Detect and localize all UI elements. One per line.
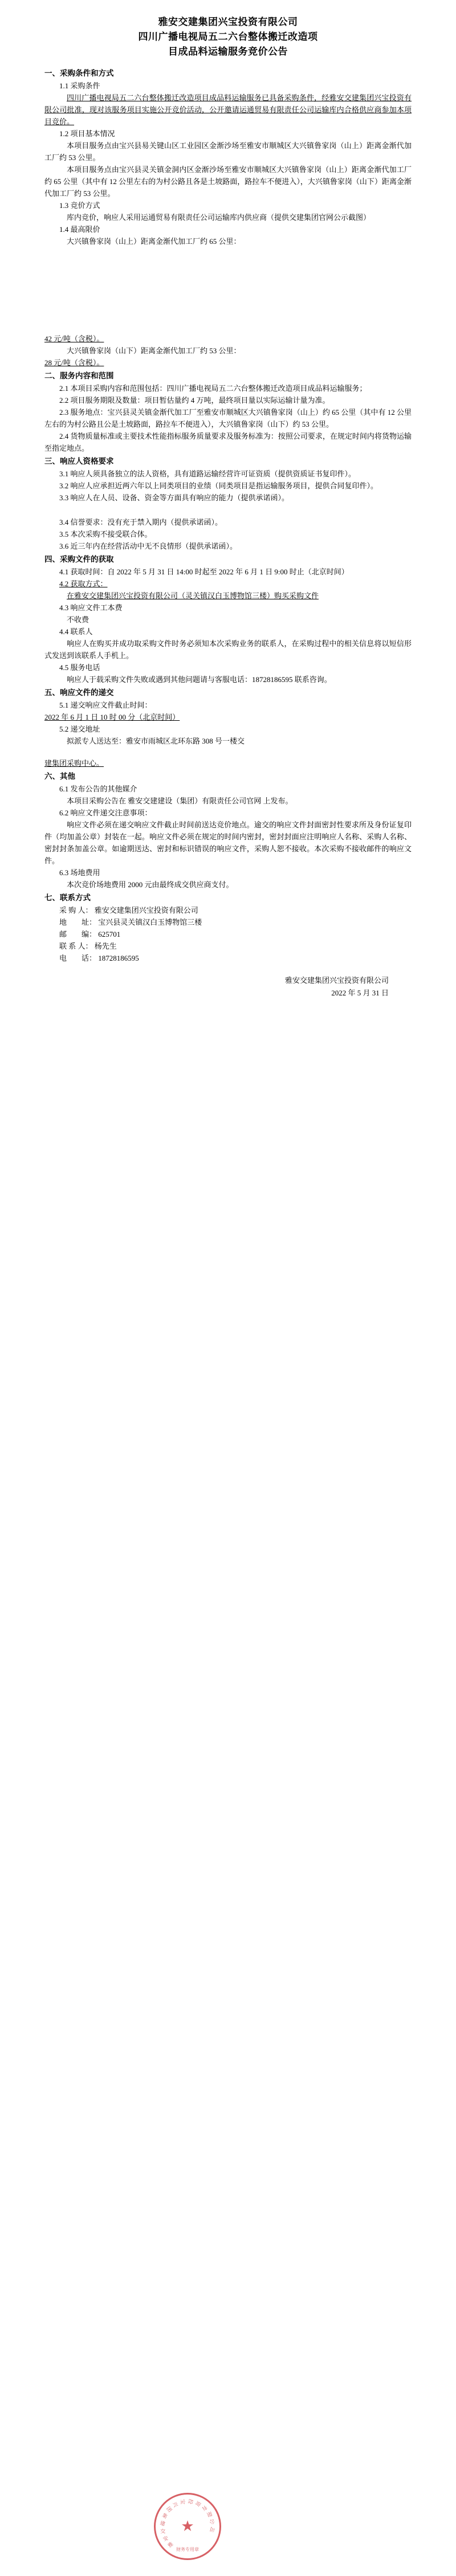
seal-bottom-text: 财务专用章 [176, 2547, 199, 2552]
contact-phone: 电 话： 18728186595 [59, 954, 139, 962]
section-1-item-8: 大兴镇鲁家岗（山上）距离金渐代加工厂约 65 公里： [67, 237, 241, 246]
contact-person: 联 系 人： 杨先生 [59, 942, 117, 950]
section-6-item-2: 6.2 响应文件递交注意事项： [59, 809, 152, 817]
contact-postcode: 邮 编： 625701 [59, 930, 121, 938]
contact-purchaser: 采 购 人： 雅安交建集团兴宝投资有限公司 [59, 906, 198, 915]
section-6-item-4: 6.3 场地费用 [59, 868, 100, 877]
section-6-item-5: 本次竞价场地费用 2000 元由最终成交供应商支付。 [67, 880, 234, 889]
section-6-item-0: 6.1 发布公告的其他媒介 [59, 785, 137, 793]
section-1-price-upper: 42 元/吨（含税）。 [44, 334, 104, 343]
title-line-3: 目成品料运输服务竞价公告 [168, 46, 288, 57]
section-3-item-5: 3.5 本次采购不接受联合体。 [59, 530, 152, 538]
section-5-deadline: 2022 年 6 月 1 日 10 时 00 分（北京时间） [44, 713, 180, 721]
section-heading-2: 二、服务内容和范围 [44, 372, 114, 380]
document-title [44, 0, 412, 59]
section-heading-6: 六、其他 [44, 772, 75, 781]
section-1-item-0: 1.1 采购条件 [59, 81, 100, 90]
section-5-item-5: 建集团采购中心。 [44, 759, 104, 768]
section-1-item-1: 四川广播电视局五二六台整体搬迁改造项目成品料运输服务已具备采购条件，经雅安交建集团兴宝投资有限公司批准，现对该服务项目实施公开竞价活动，公开邀请运通贸易有限责任公司运输库内合格供应商参加本项目竞价。 [44, 93, 412, 126]
section-3-item-4: 3.4 信誉要求：没有充于禁入期内（提供承诺函）。 [59, 518, 223, 526]
section-3-item-6: 3.6 近三年内在经营活动中无不良情形（提供承诺函）。 [59, 542, 238, 550]
section-1-price-lower: 28 元/吨（含税）。 [44, 358, 104, 367]
section-4-item-3: 4.3 响应文件工本费 [59, 603, 123, 612]
section-heading-1: 一、采购条件和方式 [44, 69, 114, 77]
section-4-item-0: 4.1 获取时间：自 2022 年 5 月 31 日 14:00 时起至 2022 年 6 月 1 日 9:00 时止（北京时间） [59, 568, 349, 576]
section-3-item-2: 3.3 响应人在人员、设备、资金等方面具有响应的能力（提供承诺函）。 [59, 493, 290, 502]
section-heading-4: 四、采购文件的获取 [44, 555, 114, 564]
signature-company: 雅安交建集团兴宝投资有限公司 [284, 976, 389, 985]
section-heading-3: 三、响应人资格要求 [44, 457, 114, 466]
seal-star-icon: ★ [181, 2518, 194, 2534]
section-2-item-3: 2.4 货物质量标准或主要技术性能指标服务质量要求及服务标准为：按照公司要求，在规定时间内将货物运输至指定地点。 [44, 432, 412, 452]
blank-region-1 [44, 247, 412, 333]
section-1-item-6: 库内竞价，响应人采用运通贸易有限责任公司运输库内供应商（提供交建集团官网公示截图） [67, 213, 371, 222]
section-4-item-1: 4.2 获取方式： [59, 579, 108, 588]
section-2-item-0: 2.1 本项目采购内容和范围包括：四川广播电视局五二六台整体搬迁改造项目成品料运输服务； [59, 384, 367, 393]
section-1-item-7: 1.4 最高限价 [59, 225, 100, 234]
section-3-item-0: 3.1 响应人须具备独立的法人资格，具有道路运输经营许可证资质（提供资质证书复印件）。 [59, 470, 356, 478]
signature-date: 2022 年 5 月 31 日 [331, 989, 389, 997]
section-2-item-2: 2.3 服务地点：宝兴县灵关镇金渐代加工厂至雅安市顺城区大兴镇鲁家岗（山上）约 65 公里（其中有 12 公里左右的为村公路且公是土坡路面，路拉车不便进入），大兴镇鲁家岗（山下）约 53 公里。 [44, 408, 412, 428]
section-1-item-11: 大兴镇鲁家岗（山下）距离金渐代加工厂约 53 公里： [67, 346, 241, 355]
section-1-item-5: 1.3 竞价方式 [59, 201, 100, 210]
section-5-item-2: 5.2 递交地址 [59, 725, 100, 733]
document-body [44, 67, 412, 999]
section-5-item-0: 5.1 递交响应文件截止时间： [59, 701, 152, 709]
section-6-item-3: 响应文件必须在递交响应文件截止时间前送达竞价地点。逾交的响应文件封面密封性要求所及身份证复印件（均加盖公章）封装在一起。响应文件必须在规定的时间内密封，密封封面应注明响应人名称、采购人名称、密封封条加盖公章。如逾期送达、密封和标识错误的响应文件，采购人恕不接收。本次采购不接收邮件的响应文件。 [44, 820, 412, 865]
section-4-item-7: 4.5 服务电话 [59, 663, 100, 672]
section-4-item-8: 响应人于载采购文件失败或遇到其他问题请与客服电话：18728186595 联系咨询。 [67, 675, 332, 684]
section-2-item-1: 2.2 项目服务期限及数量：项目暂估量约 4 万吨，最终项目量以实际运输计量为准。 [59, 396, 330, 405]
contact-address: 地 址： 宝兴县灵关镇汉白玉博物馆三楼 [59, 918, 202, 926]
signature-block [44, 974, 412, 999]
section-heading-7: 七、联系方式 [44, 893, 91, 902]
section-5-item-3: 拟派专人送达至：雅安市雨城区北环东路 308 号一楼交 [67, 737, 245, 745]
title-line-2: 四川广播电视局五二六台整体搬迁改造项 [138, 31, 318, 42]
seal-arc-text: 雅 安 交 建 集 团 兴 宝 投 资 有 限 公 司 [159, 2498, 216, 2549]
section-3-item-1: 3.2 响应人应承担近两六年以上同类项目的业绩（同类项目是指运输服务项目，提供合同复印件）。 [59, 481, 378, 490]
blank-region-2 [44, 504, 412, 516]
title-line-1: 雅安交建集团兴宝投资有限公司 [158, 17, 298, 27]
section-1-item-3: 本项目服务点由宝兴县易关键山区工业园区金渐沙场至雅安市顺城区大兴镇鲁家岗（山上）距离金渐代加工厂约 53 公里。 [44, 141, 412, 162]
section-1-item-2: 1.2 项目基本情况 [59, 129, 115, 138]
section-1-item-4: 本项目服务点由宝兴县灵关镇金洞内区金渐沙场至雅安市顺城区大兴镇鲁家岗（山上）距离金渐代加工厂约 65 公里（其中有 12 公里左右的为村公路且各是土坡路面，路拉车不便进入），大兴镇鲁家岗（山下）距离金渐代加工厂约 53 公里。 [44, 165, 412, 198]
section-4-item-2: 在雅安交建集团兴宝投资有限公司（灵关镇汉白玉博物馆三楼）购买采购文件 [67, 591, 319, 600]
section-4-item-6: 响应人在购买并成功取采购文件时务必须知本次采购业务的联系人，在采购过程中的相关信息将以短信形式发送到该联系人手机上。 [44, 639, 412, 660]
section-4-item-5: 4.4 联系人 [59, 627, 93, 636]
official-seal [154, 2493, 221, 2560]
section-6-item-1: 本项目采购公告在 雅安交建建设（集团）有限责任公司官网 上发布。 [67, 797, 293, 805]
blank-region-3 [44, 747, 412, 757]
section-heading-5: 五、响应文件的递交 [44, 688, 114, 697]
section-4-item-4: 不收费 [67, 615, 89, 624]
